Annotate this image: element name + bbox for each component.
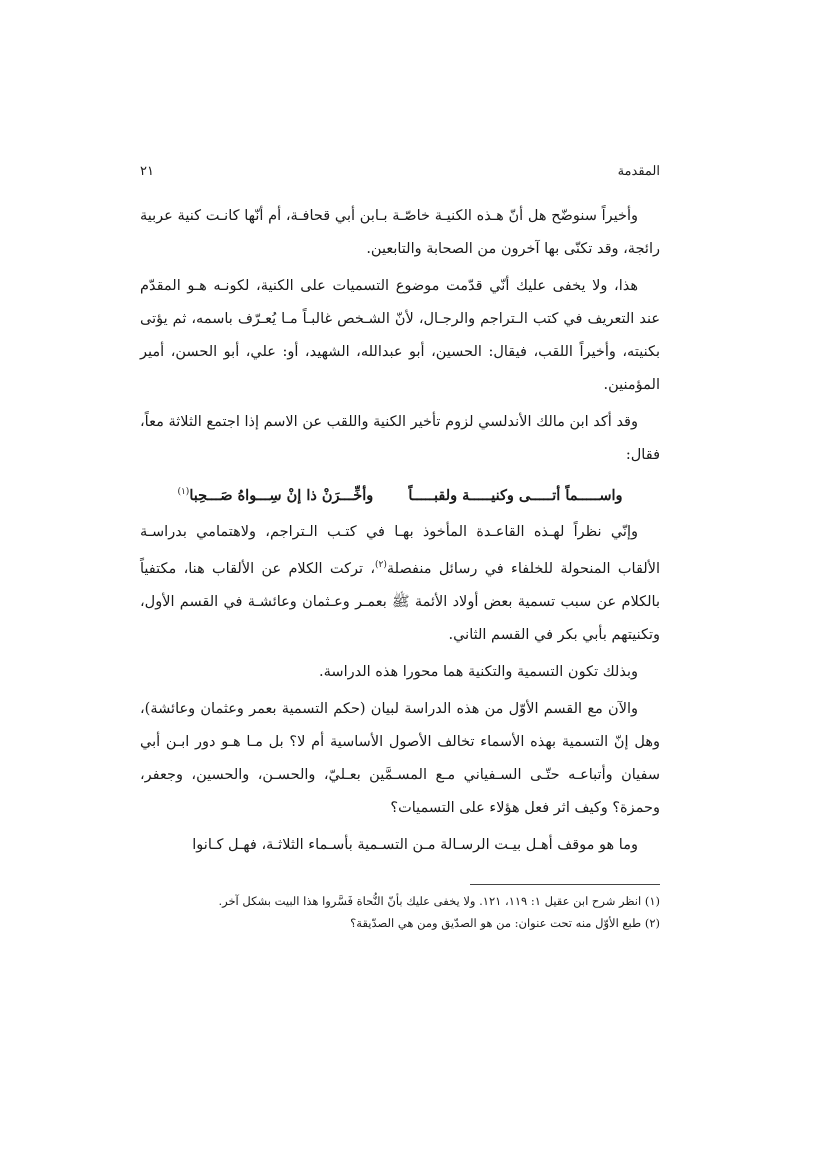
footnote-marker-1[interactable]: (١) <box>177 487 190 497</box>
book-page <box>140 160 660 1120</box>
verse-second-hemistich: وأخِّـــرَنْ ذا إنْ سِـــواهُ صَـــحِبا <box>189 486 374 504</box>
main-text <box>140 200 660 866</box>
poetry-verse <box>140 476 660 512</box>
paragraph-3: وقد أكد ابن مالك الأندلسي لزوم تأخير الكنية واللقب عن الاسم إذا اجتمع الثلاثة معاً، فقال: <box>140 414 660 463</box>
running-header <box>140 160 660 186</box>
paragraph-6: والآن مع القسم الأوّل من هذه الدراسة لبيان (حكم التسمية بعمر وعثمان وعائشة)، وهل إنّ التسمية بهذه الأسماء تخالف الأصول الأساسية أم لا؟ بل مـا هـو دور ابـن أبي سفيان وأتباعـه حتّـى السـفياني مـع المسـمَّين بعـليّ، والحسـن، والحسين، وجعفر، وحمزة؟ وكيف اثر فعل هؤلاء على التسميات؟ <box>140 700 660 816</box>
verse-first-hemistich: واســـــماً أتـــــى وكنيـــــة ولقبـــــاً <box>408 486 623 504</box>
chapter-title: المقدمة <box>617 164 660 179</box>
footnote-2: (٢) طبع الأوّل منه تحت عنوان: من هو الصدّيق ومن هي الصدّيقة؟ <box>350 916 660 930</box>
paragraph-4-after: ، تركت الكلام عن الألقاب هنا، مكتفياً بالكلام عن سبب تسمية بعض أولاد الأئمة ﷺ بعمـر وعـثمان وعائشـة في القسم الأول، وتكنيتهم بأبي بكر في القسم الثاني. <box>140 560 660 643</box>
paragraph-4 <box>140 516 660 652</box>
paragraph-2: هذا، ولا يخفى عليك أنّي قدّمت موضوع التسميات على الكنية، لكونـه هـو المقدّم عند التعريف في كتب الـتراجم والرجـال، لأنّ الشـخص غالبـاً مـا يُعـرّف باسمه، ثم يؤتى بكنيته، وأخيراً اللقب، فيقال: الحسين، أبو عبدالله، الشهيد، أو: علي، أبو الحسن، أمير المؤمنين. <box>140 278 660 393</box>
footnote-separator <box>470 884 660 885</box>
footnotes <box>140 890 660 934</box>
footnote-marker-2[interactable]: (٢) <box>375 559 387 570</box>
footnote-1: (١) انظر شرح ابن عقيل ١: ١١٩، ١٢١. ولا يخفى عليك بأنّ النُّحاة فَسَّروا هذا البيت بشكل آخر. <box>218 894 660 908</box>
paragraph-5: وبذلك تكون التسمية والتكنية هما محورا هذه الدراسة. <box>319 663 638 680</box>
paragraph-1: وأخيراً سنوضّح هل أنّ هـذه الكنيـة خاصّـة بـابن أبي قحافـة، أم أنّها كانـت كنية عربية رائجة، وقد تكنّى بها آخرون من الصحابة والتابعين. <box>140 208 660 257</box>
paragraph-7: وما هو موقف أهـل بيـت الرسـالة مـن التسـمية بأسـماء الثلاثـة، فهـل كـانوا <box>192 836 638 853</box>
page-number: ٢١ <box>140 164 154 179</box>
paragraph-4-before: وإنّي نظراً لهـذه القاعـدة المأخوذ بهـا في كتـب الـتراجم، ولاهتمامي بدراسـة الألقاب المنحولة للخلفاء في رسائل منفصلة <box>140 523 660 577</box>
